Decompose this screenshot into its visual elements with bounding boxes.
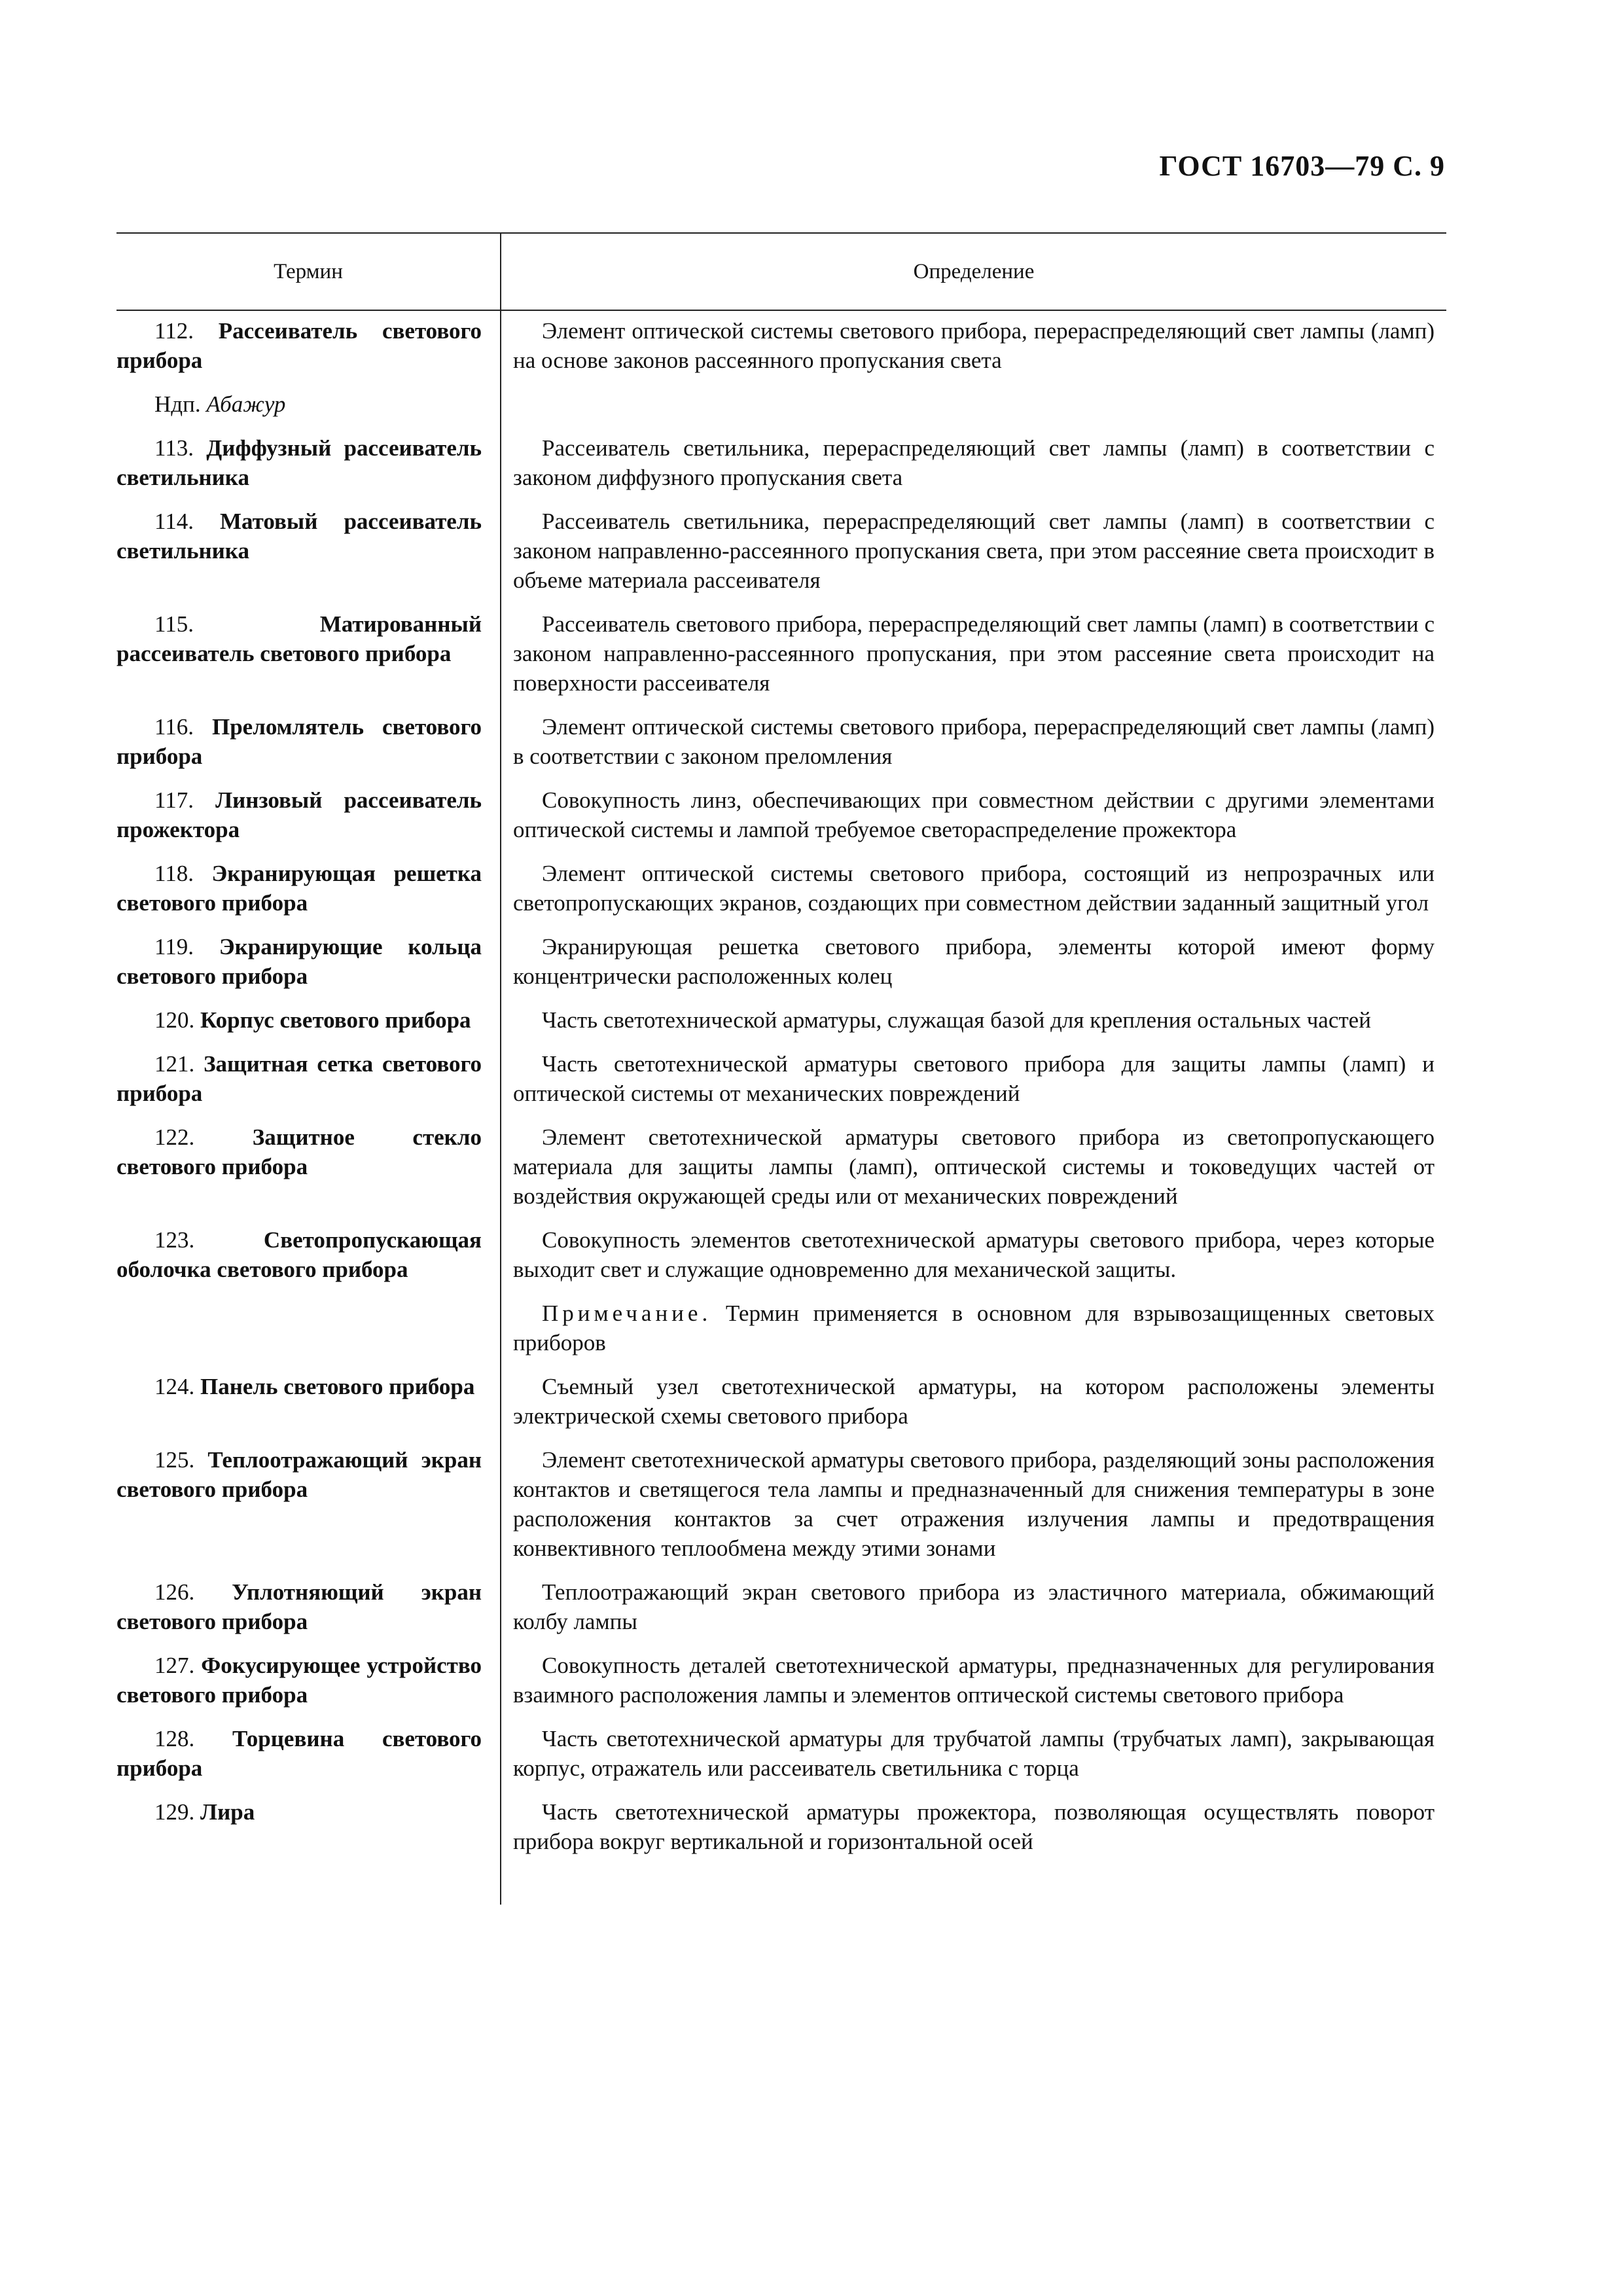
term-number: 119. (154, 934, 194, 960)
term-number: 125. (154, 1447, 195, 1473)
definition-cell (500, 1440, 1446, 1572)
term-number: 117. (154, 787, 194, 813)
definition-cell (500, 853, 1446, 927)
term-number: 122. (154, 1124, 195, 1150)
term-number: 121. (154, 1051, 195, 1077)
definition-cell (500, 1293, 1446, 1367)
table-row (116, 927, 1446, 1000)
definition-cell (500, 384, 1446, 428)
term-text: Матированный рассеиватель светового прибора (116, 611, 482, 666)
definition-cell (500, 1117, 1446, 1220)
term-cell (116, 604, 500, 707)
column-header-term: Термин (274, 259, 343, 283)
definition-cell (500, 1572, 1446, 1645)
table-row (116, 1117, 1446, 1220)
definition-text: Теплоотражающий экран светового прибора из эластичного материала, обжимающий колбу лампы (513, 1579, 1435, 1634)
table-row (116, 384, 1446, 428)
term-cell (116, 1220, 500, 1293)
term-cell (116, 501, 500, 604)
term-cell (116, 428, 500, 501)
definition-cell (500, 780, 1446, 853)
definition-cell (500, 1792, 1446, 1865)
definition-cell (500, 927, 1446, 1000)
term-cell (116, 1000, 500, 1044)
term-number: 112. (154, 318, 194, 344)
definition-text: Часть светотехнической арматуры для трубчатой лампы (трубчатых ламп), закрывающая корпус, отражатель или рассеиватель светильника с торца (513, 1726, 1435, 1781)
term-number: 127. (154, 1653, 195, 1678)
term-cell (116, 1719, 500, 1792)
term-cell (116, 1044, 500, 1117)
term-number: 123. (154, 1227, 195, 1253)
ndp-label: Ндп. (154, 391, 201, 417)
definition-cell (500, 428, 1446, 501)
term-text: Светопропускающая оболочка светового прибора (116, 1227, 482, 1282)
table-row (116, 1792, 1446, 1865)
note-label: Примечание. (542, 1300, 712, 1326)
term-number: 129. (154, 1799, 195, 1825)
table-tail (116, 1865, 1446, 1905)
definition-text: Совокупность элементов светотехнической арматуры светового прибора, через которые выходит свет и служащие одновременно для механической защиты. (513, 1227, 1435, 1282)
note-text: Термин применяется в основном для взрывозащищенных световых приборов (513, 1300, 1435, 1355)
term-text: Защитное стекло светового прибора (116, 1124, 482, 1179)
definition-text: Элемент оптической системы светового прибора, перераспределяющий свет лампы (ламп) на основе законов рассеянного пропускания света (513, 318, 1435, 373)
term-text: Лира (200, 1799, 255, 1825)
term-text: Фокусирующее устройство светового прибора (116, 1653, 482, 1708)
term-text: Панель светового прибора (200, 1374, 475, 1399)
definition-text: Элемент оптической системы светового прибора, состоящий из непрозрачных или светопропускающих экранов, создающих при совместном действии заданный защитный угол (513, 861, 1435, 916)
definition-cell (500, 1220, 1446, 1293)
definition-text: Часть светотехнической арматуры прожектора, позволяющая осуществлять поворот прибора вокруг вертикальной и горизонтальной осей (513, 1799, 1435, 1854)
table-body (116, 311, 1446, 1865)
definition-cell (500, 1000, 1446, 1044)
term-cell (116, 1367, 500, 1440)
term-number: 116. (154, 714, 194, 740)
page-header: ГОСТ 16703—79 С. 9 (1159, 150, 1445, 182)
definition-text: Элемент оптической системы светового прибора, перераспределяющий свет лампы (ламп) в соответствии с законом преломления (513, 714, 1435, 769)
terms-table (116, 232, 1446, 1905)
table-row (116, 1572, 1446, 1645)
term-text: Корпус светового прибора (200, 1007, 471, 1033)
definition-text: Рассеиватель светильника, перераспределяющий свет лампы (ламп) в соответствии с законом диффузного пропускания света (513, 435, 1435, 490)
table-row (116, 1719, 1446, 1792)
term-cell (116, 853, 500, 927)
term-text: Рассеиватель светового прибора (116, 318, 482, 373)
table-row (116, 428, 1446, 501)
definition-text: Часть светотехнической арматуры, служащая базой для крепления остальных частей (542, 1007, 1371, 1033)
term-cell (116, 927, 500, 1000)
term-cell (116, 1440, 500, 1572)
definition-text: Рассеиватель светового прибора, перераспределяющий свет лампы (ламп) в соответствии с законом направленно-рассеянного пропускания, при этом рассеяние света происходит на поверхности рассеивателя (513, 611, 1435, 696)
column-header-definition: Определение (500, 234, 1446, 310)
table-row (116, 1044, 1446, 1117)
definition-cell (500, 604, 1446, 707)
definition-cell (500, 1645, 1446, 1719)
term-text: Защитная сетка светового прибора (116, 1051, 482, 1106)
term-text: Торцевина светового прибора (116, 1726, 482, 1781)
term-number: 114. (154, 509, 194, 534)
table-row (116, 853, 1446, 927)
definition-text: Рассеиватель светильника, перераспределяющий свет лампы (ламп) в соответствии с законом направленно-рассеянного пропускания света, при этом рассеяние света происходит в объеме материала рассеивателя (513, 509, 1435, 593)
term-cell (116, 311, 500, 384)
term-text: Экранирующая решетка светового прибора (116, 861, 482, 916)
term-number: 124. (154, 1374, 195, 1399)
term-text: Экранирующие кольца светового прибора (116, 934, 482, 989)
term-number: 128. (154, 1726, 195, 1751)
definition-text: Элемент светотехнической арматуры светового прибора из светопропускающего материала для защиты лампы (ламп), оптической системы и токоведущих частей от воздействия окружающей среды или от механических повреждений (513, 1124, 1435, 1209)
definition-text: Съемный узел светотехнической арматуры, на котором расположены элементы электрической схемы светового прибора (513, 1374, 1435, 1429)
term-text: Теплоотражающий экран светового прибора (116, 1447, 482, 1502)
term-text: Матовый рассеиватель светильника (116, 509, 482, 564)
definition-text: Совокупность деталей светотехнической арматуры, предназначенных для регулирования взаимного расположения лампы и элементов оптической системы светового прибора (513, 1653, 1435, 1708)
table-row (116, 780, 1446, 853)
table-row (116, 1293, 1446, 1367)
table-row (116, 1440, 1446, 1572)
term-cell (116, 1293, 500, 1367)
table-row (116, 1645, 1446, 1719)
table-row (116, 311, 1446, 384)
definition-cell (500, 707, 1446, 780)
term-cell (116, 1792, 500, 1865)
term-cell (116, 1117, 500, 1220)
table-header-row (116, 234, 1446, 311)
term-text: Диффузный рассеиватель светильника (116, 435, 482, 490)
definition-cell (500, 1719, 1446, 1792)
term-cell (116, 780, 500, 853)
table-row (116, 604, 1446, 707)
definition-text: Совокупность линз, обеспечивающих при совместном действии с другими элементами оптической системы и лампой требуемое светораспределение прожектора (513, 787, 1435, 842)
term-text: Уплотняющий экран светового прибора (116, 1579, 482, 1634)
term-text: Линзовый рассеиватель прожектора (116, 787, 482, 842)
term-number: 118. (154, 861, 194, 886)
definition-cell (500, 501, 1446, 604)
term-text: Преломлятель светового прибора (116, 714, 482, 769)
term-cell (116, 1645, 500, 1719)
table-row (116, 501, 1446, 604)
table-row (116, 1000, 1446, 1044)
definition-cell (500, 311, 1446, 384)
ndp-term: Абажур (206, 391, 286, 417)
term-number: 115. (154, 611, 194, 637)
definition-text: Часть светотехнической арматуры светового прибора для защиты лампы (ламп) и оптической системы от механических повреждений (513, 1051, 1435, 1106)
term-number: 113. (154, 435, 194, 461)
term-cell (116, 707, 500, 780)
definition-cell (500, 1367, 1446, 1440)
term-cell (116, 1572, 500, 1645)
table-row (116, 1367, 1446, 1440)
table-row (116, 707, 1446, 780)
term-cell (116, 384, 500, 428)
definition-text: Элемент светотехнической арматуры светового прибора, разделяющий зоны расположения контактов и светящегося тела лампы и предназначенный для снижения температуры в зоне расположения контактов за счет отражения излучения лампы и предотвращения конвективного теплообмена между этими зонами (513, 1447, 1435, 1561)
term-number: 126. (154, 1579, 195, 1605)
term-number: 120. (154, 1007, 195, 1033)
definition-text: Экранирующая решетка светового прибора, элементы которой имеют форму концентрически расположенных колец (513, 934, 1435, 989)
table-row (116, 1220, 1446, 1293)
definition-cell (500, 1044, 1446, 1117)
